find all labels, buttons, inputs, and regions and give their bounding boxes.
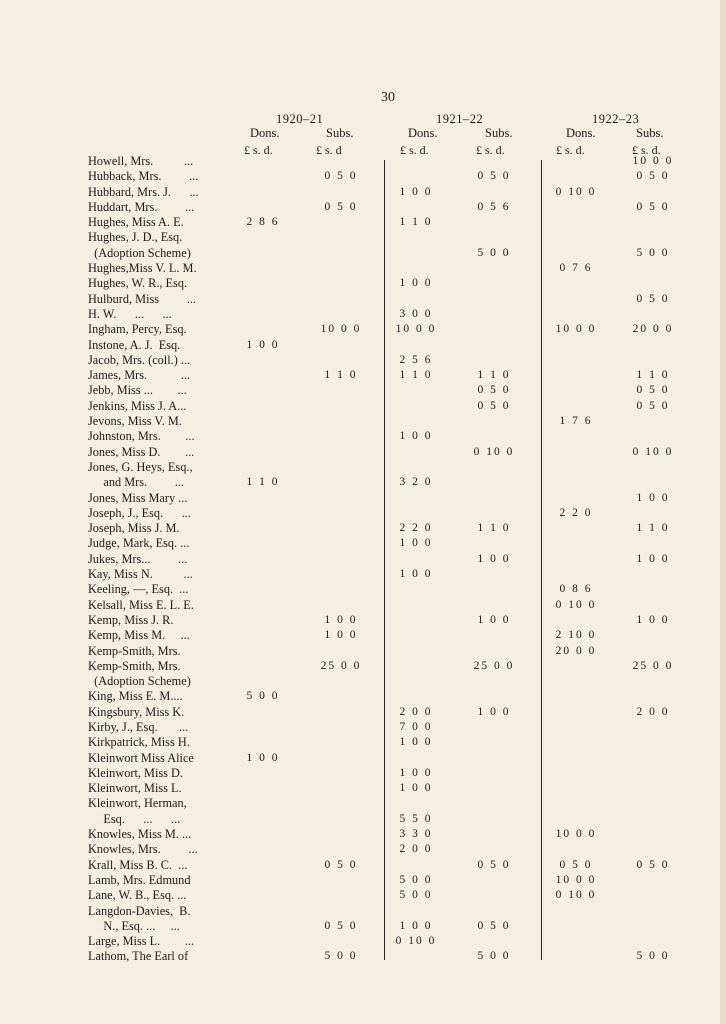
amount-cell: 10 0 0 bbox=[320, 323, 362, 336]
year-header-1920-21: 1920–21 bbox=[276, 112, 324, 126]
amount-cell: 0 10 0 bbox=[395, 935, 437, 948]
amount-cell: 2 2 0 bbox=[559, 506, 593, 519]
subscriber-name: Kemp, Miss J. R. bbox=[88, 612, 174, 627]
table-row bbox=[0, 383, 726, 398]
subscriber-name: Kleinwort, Miss L. bbox=[88, 781, 182, 796]
table-row bbox=[0, 842, 726, 857]
amount-cell: 2 0 0 bbox=[399, 843, 433, 856]
subscriber-name: Joseph, J., Esq. ... bbox=[88, 505, 191, 520]
amount-cell: 0 5 0 bbox=[324, 200, 358, 213]
amount-cell: 1 1 0 bbox=[477, 369, 511, 382]
subscriber-name: Jones, Miss D. ... bbox=[88, 444, 195, 459]
subscriber-name: and Mrs. ... bbox=[88, 475, 184, 490]
amount-cell: 1 1 0 bbox=[399, 216, 433, 229]
table-row bbox=[0, 506, 726, 521]
table-row bbox=[0, 582, 726, 597]
amount-cell: 0 5 0 bbox=[477, 384, 511, 397]
table-row bbox=[0, 904, 726, 919]
subscriber-name: Large, Miss L. ... bbox=[88, 934, 194, 949]
amount-cell: 0 5 0 bbox=[324, 858, 358, 871]
table-row bbox=[0, 919, 726, 934]
amount-cell: 10 0 0 bbox=[555, 873, 597, 886]
amount-cell: 0 7 6 bbox=[559, 262, 593, 275]
amount-cell: 5 0 0 bbox=[399, 889, 433, 902]
table-row bbox=[0, 705, 726, 720]
subscriber-name: Hubbard, Mrs. J. ... bbox=[88, 184, 199, 199]
subscriber-name: Knowles, Miss M. ... bbox=[88, 827, 192, 842]
amount-cell: 3 2 0 bbox=[399, 476, 433, 489]
subscriber-name: Jenkins, Miss J. A... bbox=[88, 398, 187, 413]
subscriber-name: Kay, Miss N. ... bbox=[88, 567, 193, 582]
table-row bbox=[0, 598, 726, 613]
amount-cell: 1 0 0 bbox=[636, 552, 670, 565]
amount-cell: 1 0 0 bbox=[324, 613, 358, 626]
subscriber-name: Hubback, Mrs. ... bbox=[88, 169, 199, 184]
subscriber-name: Hughes,Miss V. L. M. bbox=[88, 261, 197, 276]
table-row bbox=[0, 338, 726, 353]
amount-cell: 0 5 0 bbox=[477, 919, 511, 932]
amount-cell: 0 5 0 bbox=[636, 170, 670, 183]
table-row bbox=[0, 689, 726, 704]
amount-cell: 1 0 0 bbox=[399, 736, 433, 749]
subscriber-name: Knowles, Mrs. ... bbox=[88, 842, 198, 857]
amount-cell: 1 7 6 bbox=[559, 415, 593, 428]
amount-cell: 5 0 0 bbox=[636, 950, 670, 963]
year-header-1921-22: 1921–22 bbox=[436, 112, 484, 126]
table-row bbox=[0, 720, 726, 735]
table-row bbox=[0, 460, 726, 475]
amount-cell: 0 5 0 bbox=[477, 858, 511, 871]
subscriber-name: Kelsall, Miss E. L. E. bbox=[88, 597, 194, 612]
subscriber-name: Jones, G. Heys, Esq., bbox=[88, 459, 193, 474]
amount-cell: 20 0 0 bbox=[555, 644, 597, 657]
table-row bbox=[0, 429, 726, 444]
table-row bbox=[0, 475, 726, 490]
table-row bbox=[0, 644, 726, 659]
table-row bbox=[0, 399, 726, 414]
amount-cell: 0 5 6 bbox=[477, 200, 511, 213]
col-header-subs-1: Subs. bbox=[326, 126, 354, 140]
subscriber-name: Kingsbury, Miss K. bbox=[88, 704, 185, 719]
subscriber-name: Kirby, J., Esq. ... bbox=[88, 719, 189, 734]
table-row bbox=[0, 322, 726, 337]
table-row bbox=[0, 934, 726, 949]
subscriber-name: N., Esq. ... ... bbox=[88, 918, 180, 933]
amount-cell: 1 0 0 bbox=[636, 613, 670, 626]
table-row bbox=[0, 674, 726, 689]
amount-cell: 5 0 0 bbox=[477, 950, 511, 963]
amount-cell: 0 10 0 bbox=[555, 185, 597, 198]
unit-header-1: £ s. d. bbox=[244, 143, 273, 157]
subscriber-name: Kemp-Smith, Mrs. bbox=[88, 643, 181, 658]
subscriber-name: Jebb, Miss ... ... bbox=[88, 383, 187, 398]
subscriber-name: Esq. ... ... bbox=[88, 811, 181, 826]
amount-cell: 1 0 0 bbox=[399, 537, 433, 550]
amount-cell: 1 0 0 bbox=[477, 613, 511, 626]
amount-cell: 2 2 0 bbox=[399, 522, 433, 535]
table-row bbox=[0, 414, 726, 429]
amount-cell: 0 5 0 bbox=[324, 170, 358, 183]
table-row bbox=[0, 292, 726, 307]
amount-cell: 25 0 0 bbox=[632, 659, 674, 672]
table-row bbox=[0, 445, 726, 460]
amount-cell: 2 5 6 bbox=[399, 353, 433, 366]
amount-cell: 1 0 0 bbox=[399, 766, 433, 779]
table-row bbox=[0, 491, 726, 506]
table-row bbox=[0, 873, 726, 888]
table-row bbox=[0, 261, 726, 276]
subscriber-list bbox=[0, 154, 726, 965]
amount-cell: 1 1 0 bbox=[477, 522, 511, 535]
col-header-subs-3: Subs. bbox=[636, 126, 664, 140]
subscriber-name: Lathom, The Earl of bbox=[88, 949, 189, 964]
amount-cell: 1 1 0 bbox=[246, 476, 280, 489]
subscriber-name: Hulburd, Miss ... bbox=[88, 291, 196, 306]
subscriber-name: (Adoption Scheme) bbox=[88, 674, 191, 689]
amount-cell: 1 0 0 bbox=[477, 552, 511, 565]
amount-cell: 0 5 0 bbox=[636, 200, 670, 213]
table-row bbox=[0, 200, 726, 215]
table-row bbox=[0, 536, 726, 551]
table-row bbox=[0, 154, 726, 169]
col-header-dons-1: Dons. bbox=[250, 126, 280, 140]
table-row bbox=[0, 521, 726, 536]
unit-header-6: £ s. d. bbox=[632, 143, 661, 157]
amount-cell: 0 10 0 bbox=[473, 445, 515, 458]
subscriber-name: Krall, Miss B. C. ... bbox=[88, 857, 188, 872]
subscriber-name: Ingham, Percy, Esq. bbox=[88, 322, 187, 337]
subscriber-name: Kirkpatrick, Miss H. bbox=[88, 735, 190, 750]
subscriber-name: Jones, Miss Mary ... bbox=[88, 490, 188, 505]
amount-cell: 1 0 0 bbox=[636, 491, 670, 504]
amount-cell: 1 0 0 bbox=[246, 751, 280, 764]
table-row bbox=[0, 185, 726, 200]
subscriber-name: Hughes, J. D., Esq. bbox=[88, 230, 183, 245]
amount-cell: 1 0 0 bbox=[399, 782, 433, 795]
subscriber-name: King, Miss E. M.... bbox=[88, 689, 183, 704]
amount-cell: 1 0 0 bbox=[399, 185, 433, 198]
table-row bbox=[0, 276, 726, 291]
subscriber-name: Jevons, Miss V. M. bbox=[88, 414, 182, 429]
amount-cell: 5 0 0 bbox=[477, 246, 511, 259]
table-row bbox=[0, 949, 726, 964]
subscriber-name: Keeling, —, Esq. ... bbox=[88, 582, 189, 597]
table-row bbox=[0, 368, 726, 383]
table-row bbox=[0, 552, 726, 567]
table-row bbox=[0, 735, 726, 750]
amount-cell: 5 0 0 bbox=[399, 873, 433, 886]
subscriber-name: Kleinwort, Herman, bbox=[88, 796, 187, 811]
amount-cell: 25 0 0 bbox=[473, 659, 515, 672]
amount-cell: 1 1 0 bbox=[636, 369, 670, 382]
table-row bbox=[0, 766, 726, 781]
amount-cell: 1 0 0 bbox=[399, 430, 433, 443]
table-row bbox=[0, 796, 726, 811]
table-row bbox=[0, 751, 726, 766]
amount-cell: 5 0 0 bbox=[246, 690, 280, 703]
table-row bbox=[0, 353, 726, 368]
subscriber-name: (Adoption Scheme) bbox=[88, 245, 191, 260]
subscriber-name: Judge, Mark, Esq. ... bbox=[88, 536, 190, 551]
subscriber-name: Lane, W. B., Esq. ... bbox=[88, 888, 187, 903]
amount-cell: 0 10 0 bbox=[555, 889, 597, 902]
subscriber-name: Howell, Mrs. ... bbox=[88, 154, 194, 168]
subscriber-name: Lamb, Mrs. Edmund bbox=[88, 872, 191, 887]
amount-cell: 10 0 0 bbox=[395, 323, 437, 336]
amount-cell: 5 5 0 bbox=[399, 812, 433, 825]
table-row bbox=[0, 230, 726, 245]
amount-cell: 1 0 0 bbox=[399, 277, 433, 290]
amount-cell: 0 5 0 bbox=[636, 858, 670, 871]
amount-cell: 25 0 0 bbox=[320, 659, 362, 672]
unit-header-3: £ s. d. bbox=[400, 143, 429, 157]
amount-cell: 10 0 0 bbox=[555, 323, 597, 336]
subscriber-name: James, Mrs. ... bbox=[88, 368, 191, 383]
amount-cell: 0 5 0 bbox=[559, 858, 593, 871]
amount-cell: 0 10 0 bbox=[632, 445, 674, 458]
subscriber-name: Jacob, Mrs. (coll.) ... bbox=[88, 352, 191, 367]
amount-cell: 2 0 0 bbox=[399, 705, 433, 718]
subscriber-name: Langdon-Davies, B. bbox=[88, 903, 191, 918]
table-row bbox=[0, 613, 726, 628]
subscriber-name: Johnston, Mrs. ... bbox=[88, 429, 195, 444]
amount-cell: 5 0 0 bbox=[636, 246, 670, 259]
table-row bbox=[0, 827, 726, 842]
amount-cell: 2 10 0 bbox=[555, 629, 597, 642]
subscriber-name: Instone, A. J. Esq. bbox=[88, 337, 181, 352]
table-row bbox=[0, 567, 726, 582]
amount-cell: 0 5 0 bbox=[636, 399, 670, 412]
amount-cell: 0 8 6 bbox=[559, 583, 593, 596]
amount-cell: 7 0 0 bbox=[399, 720, 433, 733]
amount-cell: 0 5 0 bbox=[636, 292, 670, 305]
amount-cell: 1 0 0 bbox=[246, 338, 280, 351]
unit-header-2: £ s. d bbox=[316, 143, 342, 157]
table-row bbox=[0, 812, 726, 827]
col-header-dons-3: Dons. bbox=[566, 126, 596, 140]
amount-cell: 1 0 0 bbox=[477, 705, 511, 718]
col-header-subs-2: Subs. bbox=[485, 126, 513, 140]
amount-cell: 20 0 0 bbox=[632, 323, 674, 336]
amount-cell: 0 5 0 bbox=[477, 399, 511, 412]
amount-cell: 0 5 0 bbox=[477, 170, 511, 183]
amount-cell: 1 0 0 bbox=[399, 568, 433, 581]
subscriber-name: Kleinwort Miss Alice bbox=[88, 750, 194, 765]
subscriber-name: Huddart, Mrs. ... bbox=[88, 199, 195, 214]
amount-cell: 2 8 6 bbox=[246, 216, 280, 229]
table-row bbox=[0, 628, 726, 643]
amount-cell: 1 0 0 bbox=[399, 919, 433, 932]
table-row bbox=[0, 858, 726, 873]
table-row bbox=[0, 781, 726, 796]
amount-cell: 3 0 0 bbox=[399, 307, 433, 320]
subscriber-name: H. W. ... ... bbox=[88, 306, 172, 321]
amount-cell: 0 10 0 bbox=[555, 598, 597, 611]
amount-cell: 2 0 0 bbox=[636, 705, 670, 718]
year-header-1922-23: 1922–23 bbox=[592, 112, 640, 126]
amount-cell: 3 3 0 bbox=[399, 828, 433, 841]
amount-cell: 10 0 0 bbox=[632, 155, 674, 167]
subscriber-name: Kemp, Miss M. ... bbox=[88, 628, 190, 643]
table-row bbox=[0, 888, 726, 903]
amount-cell: 5 0 0 bbox=[324, 950, 358, 963]
unit-header-4: £ s. d. bbox=[476, 143, 505, 157]
amount-cell: 0 5 0 bbox=[324, 919, 358, 932]
amount-cell: 1 0 0 bbox=[324, 629, 358, 642]
table-row bbox=[0, 246, 726, 261]
table-row bbox=[0, 169, 726, 184]
col-header-dons-2: Dons. bbox=[408, 126, 438, 140]
table-row bbox=[0, 307, 726, 322]
subscriber-name: Kemp-Smith, Mrs. bbox=[88, 658, 181, 673]
amount-cell: 10 0 0 bbox=[555, 828, 597, 841]
subscriber-name: Hughes, W. R., Esq. bbox=[88, 276, 188, 291]
subscriber-name: Kleinwort, Miss D. bbox=[88, 765, 183, 780]
amount-cell: 0 5 0 bbox=[636, 384, 670, 397]
amount-cell: 1 1 0 bbox=[324, 369, 358, 382]
subscriber-name: Jukes, Mrs... ... bbox=[88, 551, 188, 566]
subscriber-name: Joseph, Miss J. M. bbox=[88, 521, 180, 536]
amount-cell: 1 1 0 bbox=[399, 369, 433, 382]
table-row bbox=[0, 659, 726, 674]
unit-header-5: £ s. d. bbox=[556, 143, 585, 157]
table-row bbox=[0, 215, 726, 230]
amount-cell: 1 1 0 bbox=[636, 522, 670, 535]
page-number: 30 bbox=[381, 90, 395, 105]
subscriber-name: Hughes, Miss A. E. bbox=[88, 215, 184, 230]
